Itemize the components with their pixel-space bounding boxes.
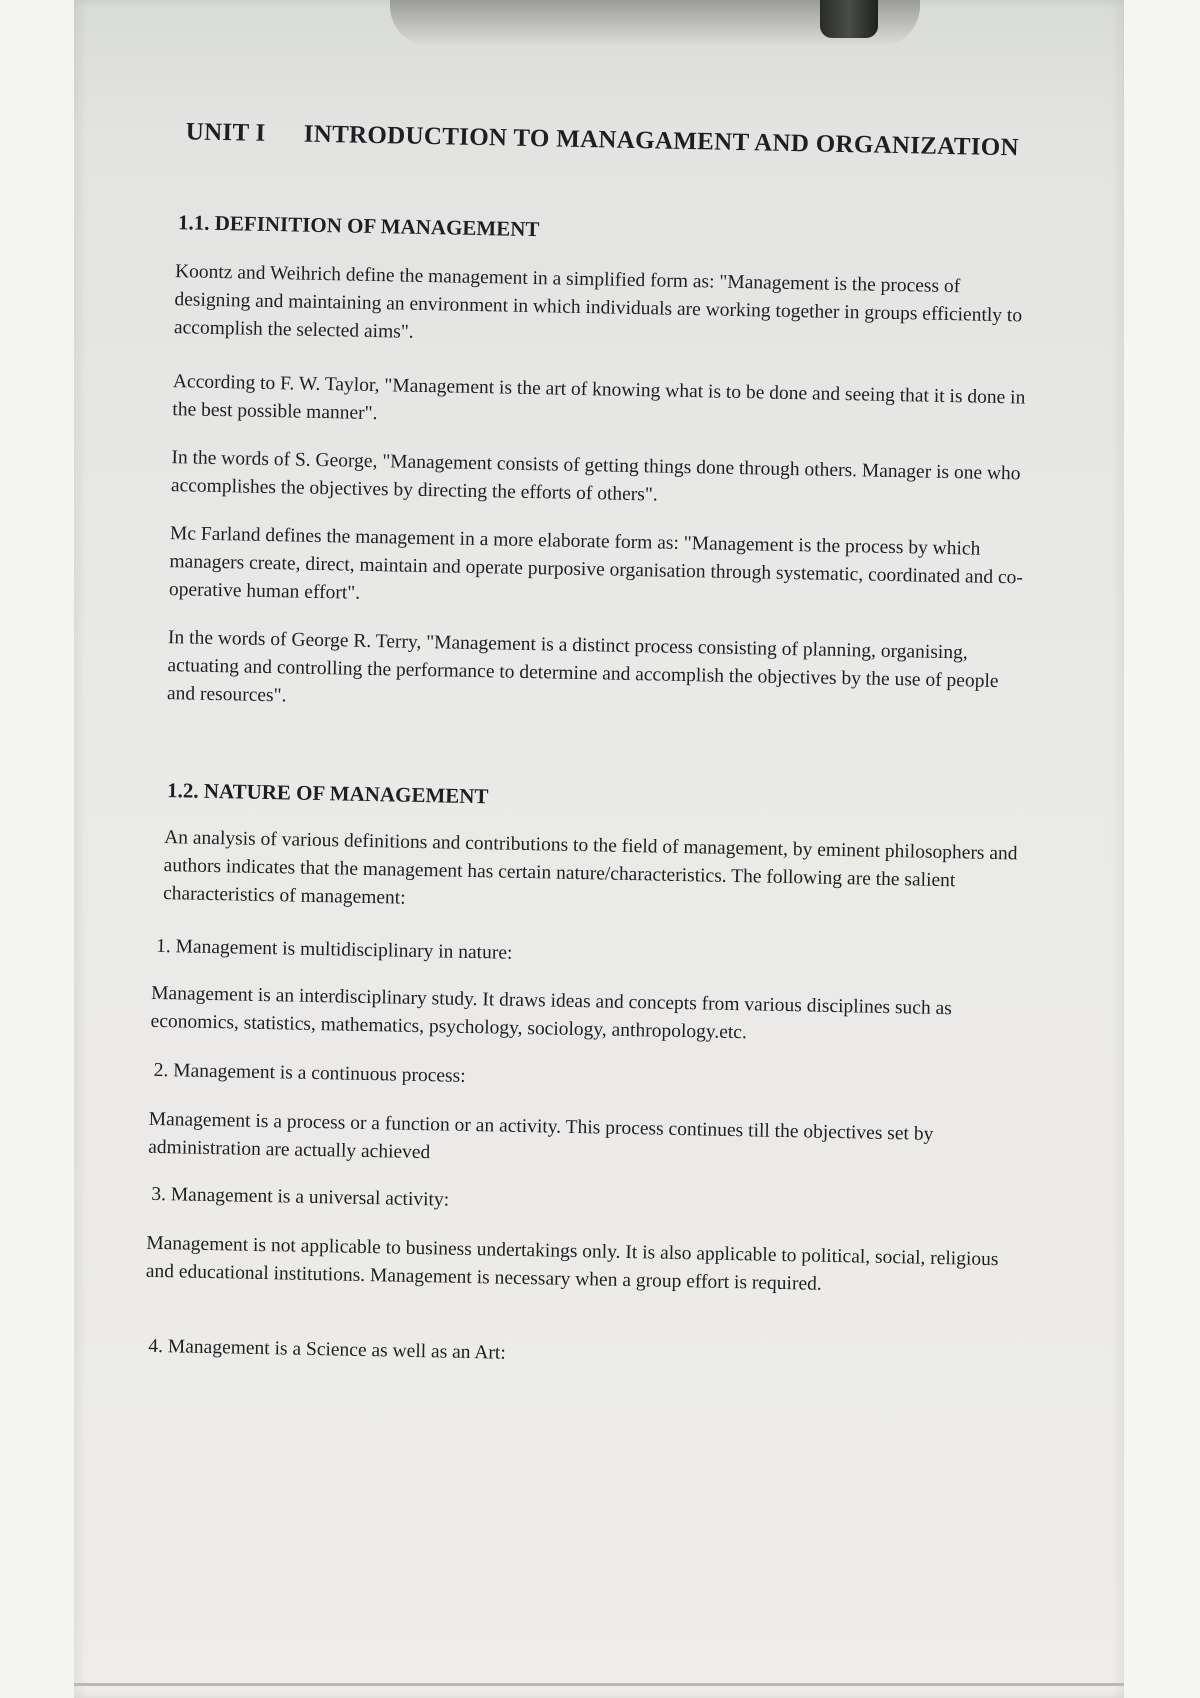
unit-label: UNIT I (185, 118, 266, 147)
section-heading-nature: 1.2. NATURE OF MANAGEMENT (166, 778, 489, 809)
section-heading-definition: 1.1. DEFINITION OF MANAGEMENT (177, 210, 540, 242)
unit-title: INTRODUCTION TO MANAGAMENT AND ORGANIZATION (303, 120, 1020, 162)
characteristic-body-1: Management is an interdisciplinary study. It draws ideas and concepts from various disciplines such as economics, statistics, mathematics, psychology, sociology, anthropology.etc. (150, 982, 952, 1044)
definition-terry: In the words of George R. Terry, "Management is a distinct process consisting of planning, organising, actuating and controlling the performance to determine and accomplish the objectives by the use of people and resources". (166, 627, 999, 707)
characteristic-body-2: Management is a process or a function or an activity. This process continues till the objectives set by administration are actually achieved (148, 1108, 934, 1164)
characteristic-title-4: 4. Management is a Science as well as an Art: (148, 1335, 506, 1364)
definition-mcfarland: Mc Farland defines the management in a more elaborate form as: "Management is the process by which managers create, direct, maintain and operate purposive organisation through systematic, coordinated and co-operative human effort". (168, 523, 1024, 604)
background-left (0, 0, 74, 1698)
pen-object (820, 0, 878, 38)
characteristic-title-1: 1. Management is multidisciplinary in nature: (155, 935, 513, 964)
characteristic-body-3: Management is not applicable to business undertakings only. It is also applicable to political, social, religious and educational institutions. Management is necessary when a group effort is required. (145, 1232, 999, 1295)
background-right (1124, 0, 1200, 1698)
characteristic-title-3: 3. Management is a universal activity: (151, 1183, 450, 1211)
characteristic-title-2: 2. Management is a continuous process: (153, 1059, 466, 1087)
nature-intro: An analysis of various definitions and contributions to the field of management, by eminent philosophers and authors indicates that the management has certain nature/characteristics. The following are the salient characteristics of management: (162, 827, 1018, 909)
definition-taylor: According to F. W. Taylor, "Management is the art of knowing what is to be done and seeing that it is done in the best possible manner". (172, 371, 1026, 425)
definition-george: In the words of S. George, "Management consists of getting things done through others. Manager is one who accomplishes the objectives by directing the efforts of others". (170, 447, 1021, 506)
page-bottom-edge (74, 1683, 1124, 1686)
definition-koontz: Koontz and Weihrich define the management in a simplified form as: "Management is the process of designing and maintaining an environment in which individuals are working together in groups efficiently to accomplish the selected aims". (173, 261, 1023, 343)
